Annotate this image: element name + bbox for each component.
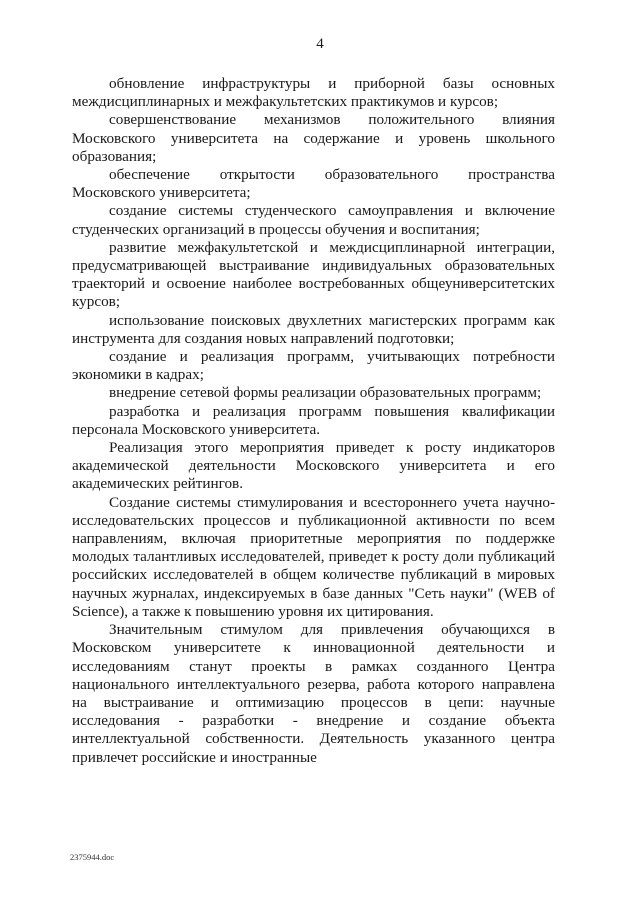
page-number: 4 [316, 36, 324, 52]
paragraph: создание системы студенческого самоуправления и включение студенческих организаций в процессы обучения и воспитания; [72, 202, 555, 238]
paragraph: Значительным стимулом для привлечения обучающихся в Московском университете к инновационной деятельности и исследованиям станут проекты в рамках созданного Центра национального интеллектуального резерва, работа которого направлена на выстраивание и оптимизацию процессов в цепи: научные исследования - разработки - внедрение и создание объекта интеллектуальной собственности. Деятельность указанного центра привлечет российские и иностранные [72, 621, 555, 766]
paragraph: развитие межфакультетской и междисциплинарной интеграции, предусматривающей выстраивание индивидуальных образовательных траекторий и освоение наиболее востребованных общеуниверситетских курсов; [72, 238, 555, 311]
paragraph: разработка и реализация программ повышения квалификации персонала Московского университета. [72, 402, 555, 438]
paragraph: совершенствование механизмов положительного влияния Московского университета на содержание и уровень школьного образования; [72, 111, 555, 165]
paragraph: Создание системы стимулирования и всестороннего учета научно-исследовательских процессов и публикационной активности по всем направлениям, включая приоритетные мероприятия по поддержке молодых талантливых исследователей, приведет к росту доли публикаций российских исследователей в общем количестве публикаций в мировых научных журналах, индексируемых в базе данных "Сеть науки" (WEB of Science), а также к повышению уровня их цитирования. [72, 493, 555, 620]
file-name-footer: 2375944.doc [70, 852, 115, 862]
paragraph: обеспечение открытости образовательного пространства Московского университета; [72, 166, 555, 202]
document-body [72, 75, 555, 767]
paragraph: создание и реализация программ, учитывающих потребности экономики в кадрах; [72, 348, 555, 384]
paragraph: использование поисковых двухлетних магистерских программ как инструмента для создания новых направлений подготовки; [72, 311, 555, 347]
paragraph: Реализация этого мероприятия приведет к росту индикаторов академической деятельности Московского университета и его академических рейтингов. [72, 439, 555, 493]
paragraph: внедрение сетевой формы реализации образовательных программ; [109, 384, 542, 402]
paragraph: обновление инфраструктуры и приборной базы основных междисциплинарных и межфакультетских практикумов и курсов; [72, 75, 555, 111]
